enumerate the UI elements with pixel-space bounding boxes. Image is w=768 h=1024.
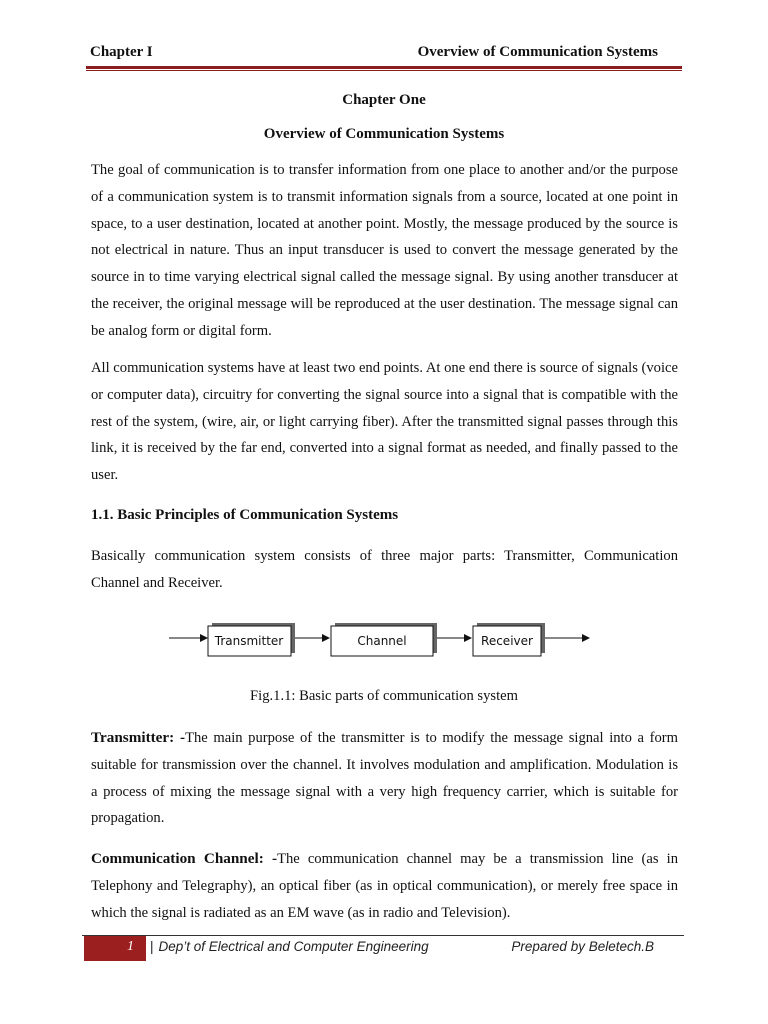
footer-department-text: Dep’t of Electrical and Computer Engineering xyxy=(158,939,429,954)
channel-text: The communication channel may be a transmission line (as in Telephony and Telegraphy), an optical fiber (as in optical communication), or merely free space in which the signal is radiated as an EM wave (as in radio and Television). xyxy=(91,851,678,921)
header-chapter: Chapter I xyxy=(90,44,153,60)
chapter-title: Chapter One xyxy=(342,92,426,108)
header-title: Overview of Communication Systems xyxy=(417,44,658,60)
intro-paragraph: The goal of communication is to transfer information from one place to another and/or the purpose of a communication system is to transmit information signals from a source, located at one point in space, to a user destination, located at another point. Mostly, the message produced by the source is not electrical in nature. Thus an input transducer is used to convert the message generated by the source in to time varying electrical signal called the message signal. By using another transducer at the receiver, the original message will be reproduced at the user destination. The message signal can be analog form or digital form. xyxy=(91,162,678,339)
transmitter-label: Transmitter xyxy=(214,634,284,648)
figure-caption: Fig.1.1: Basic parts of communication system xyxy=(250,688,518,704)
block-diagram xyxy=(165,618,595,662)
endpoints-paragraph: All communication systems have at least two end points. At one end there is source of signals (voice or computer data), circuitry for converting the signal source into a signal that is compatible with the rest of the system, (wire, air, or light carrying fiber). After the transmitted signal passes through this link, it is received by the far end, converted into a signal format as needed, and finally passed to the user. xyxy=(91,360,678,484)
page-number: 1 xyxy=(127,939,134,954)
footer-department xyxy=(150,939,429,954)
receiver-label: Receiver xyxy=(481,634,533,648)
block-diagram-svg xyxy=(165,618,595,662)
channel-label: Channel xyxy=(357,634,407,648)
header-rule-thin xyxy=(86,70,682,71)
page-title: Overview of Communication Systems xyxy=(263,126,505,142)
footer-rule xyxy=(82,935,684,936)
channel-definition xyxy=(91,846,678,926)
page-number-box xyxy=(84,936,146,961)
footer-separator: | xyxy=(150,939,154,954)
section-intro-paragraph: Basically communication system consists of three major parts: Transmitter, Communication Channel and Receiver. xyxy=(91,548,678,591)
page-header xyxy=(90,44,680,66)
transmitter-text: The main purpose of the transmitter is to modify the message signal into a form suitable for transmission over the channel. It involves modulation and amplification. Modulation is a process of mixing the message signal with a very high frequency carrier, which is suitable for propagation. xyxy=(91,730,679,827)
transmitter-term: Transmitter: - xyxy=(91,729,186,746)
header-rule xyxy=(86,66,682,69)
channel-term: Communication Channel: - xyxy=(91,850,278,867)
section-heading: 1.1. Basic Principles of Communication Systems xyxy=(91,507,399,523)
transmitter-definition xyxy=(91,725,678,832)
footer-prepared-by: Prepared by Beletech.B xyxy=(511,939,654,954)
